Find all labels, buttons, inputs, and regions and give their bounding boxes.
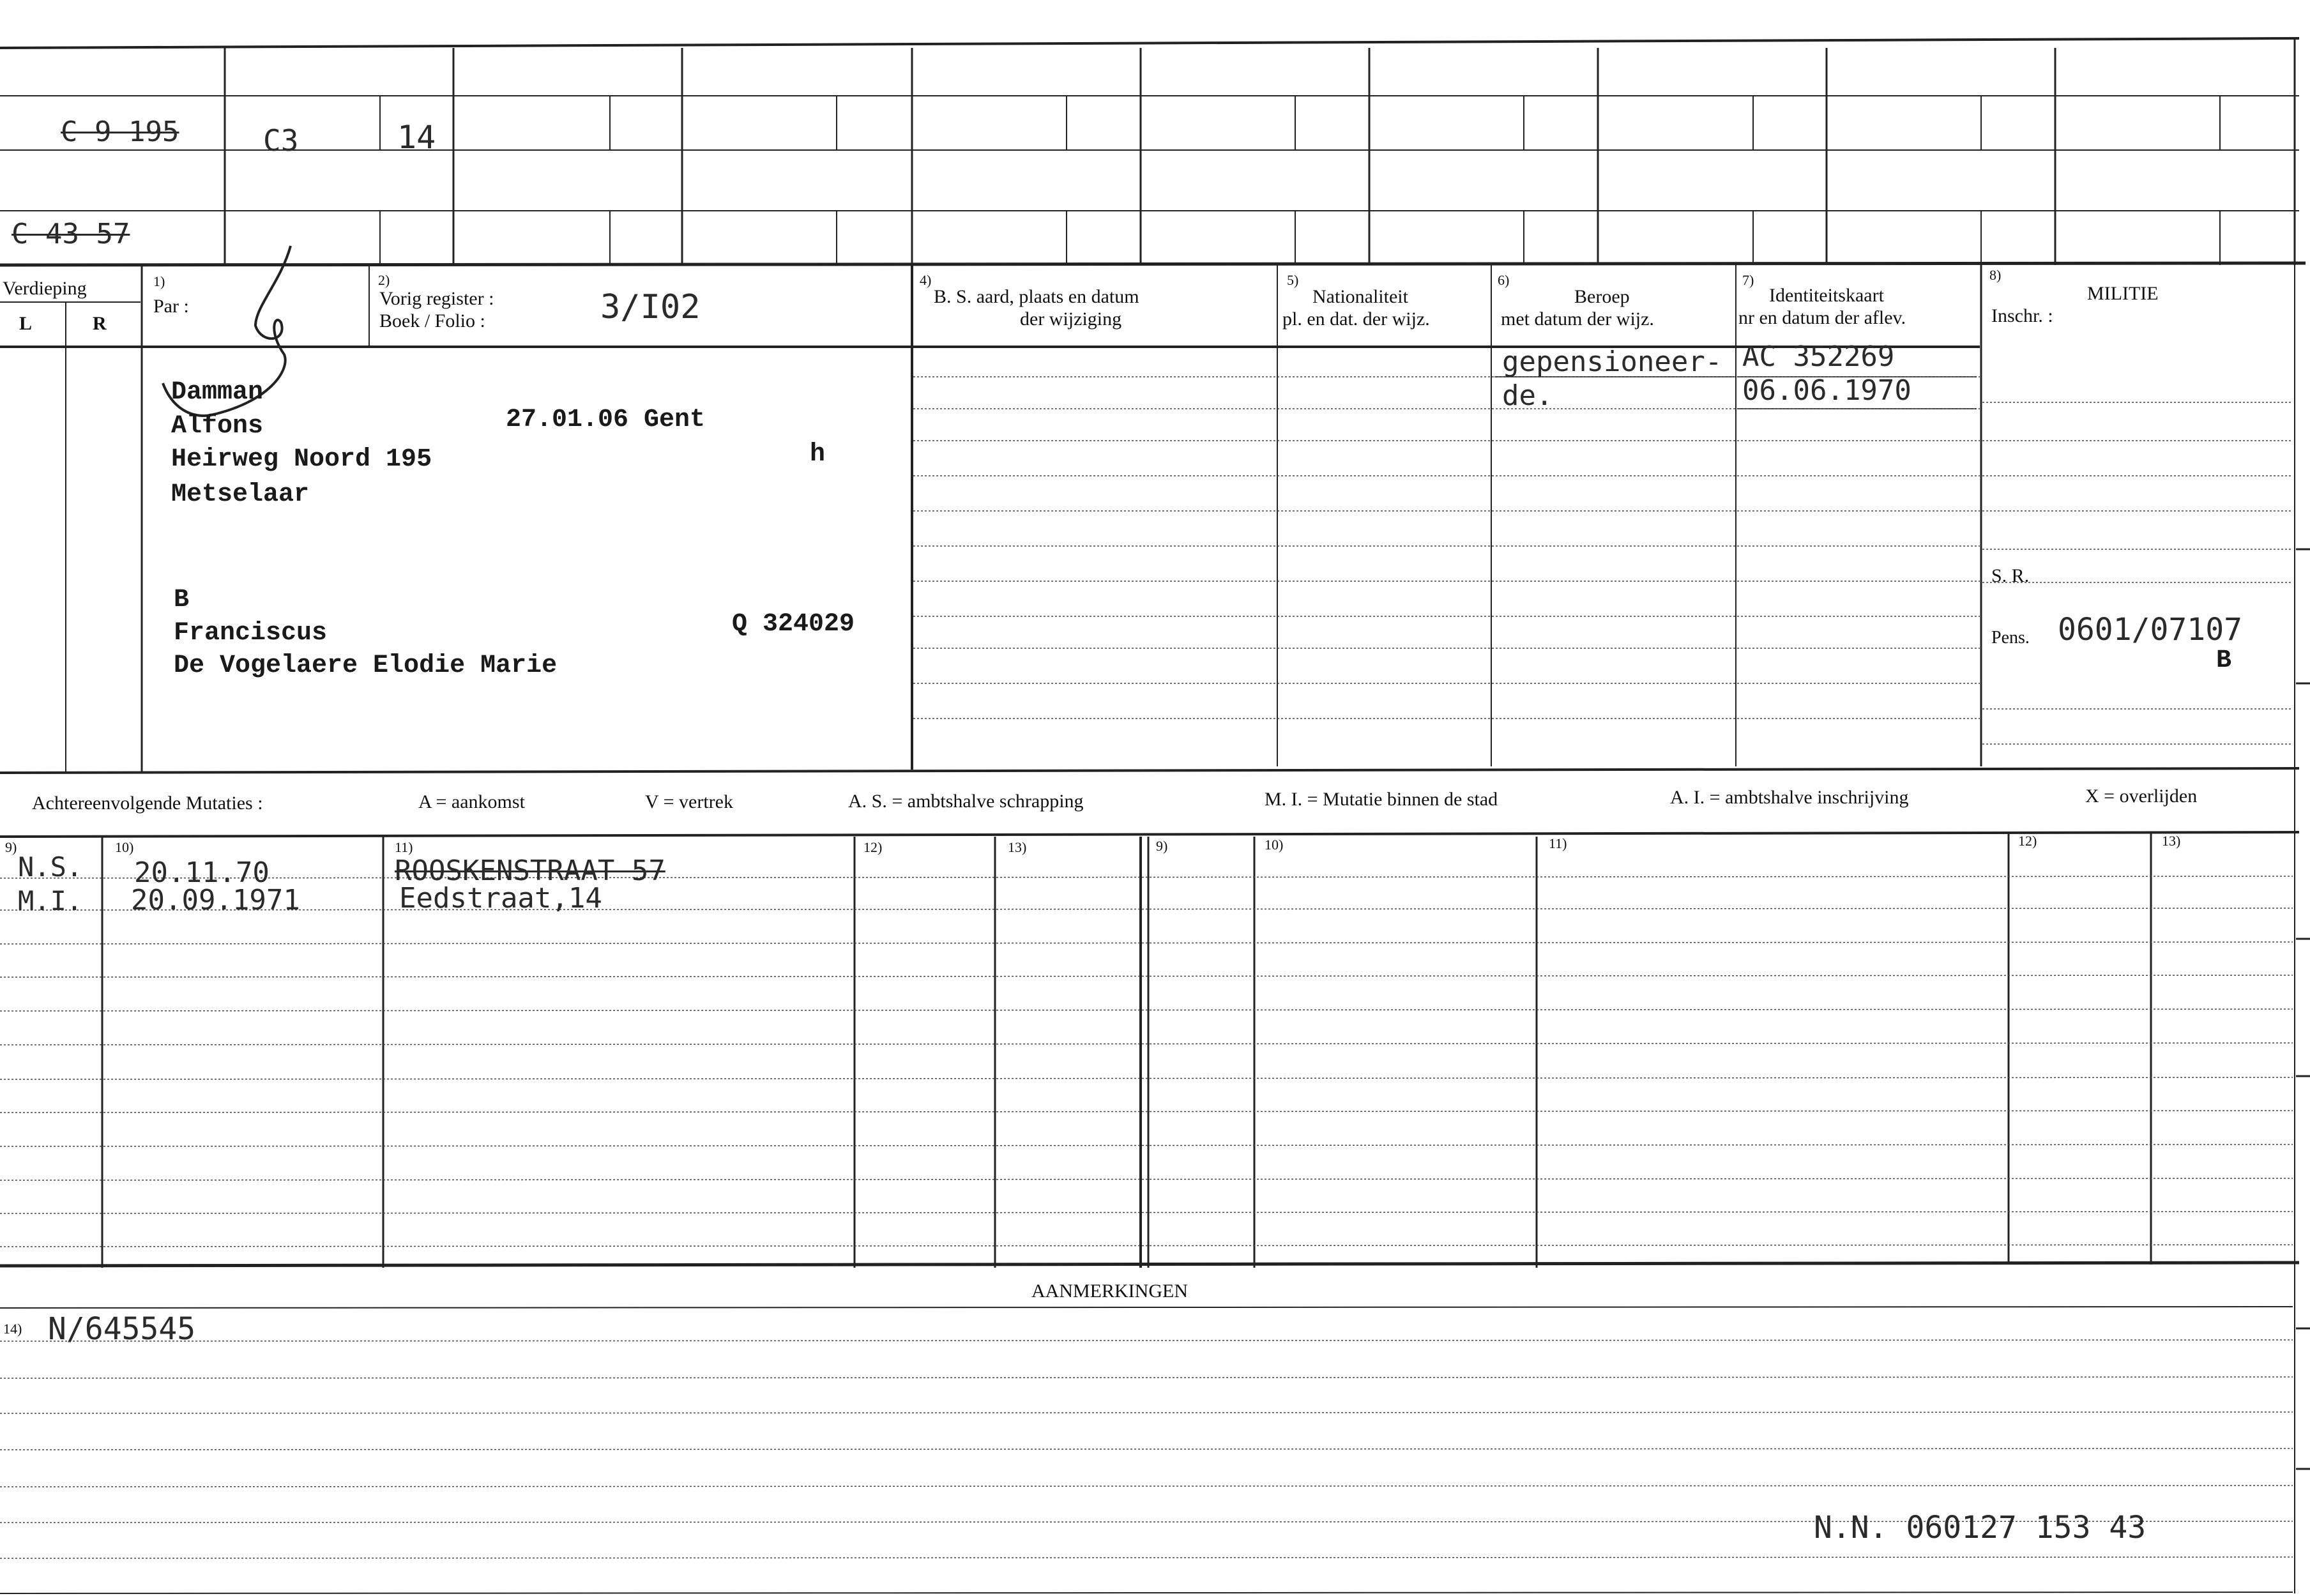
bs-label-1: B. S. aard, plaats en datum <box>934 286 1139 307</box>
firstname: Alfons <box>171 412 264 441</box>
occupation: Metselaar <box>171 480 310 509</box>
inschr-label: Inschr. : <box>1991 305 2053 326</box>
note-1: 1) <box>153 273 165 289</box>
remarks-title: AANMERKINGEN <box>1031 1281 1188 1302</box>
legend-title: Achtereenvolgende Mutaties : <box>32 793 263 814</box>
par-label: Par : <box>153 296 189 317</box>
mut-col-13-left: 13) <box>1008 839 1027 855</box>
id-label-2: nr en datum der aflev. <box>1738 307 1906 328</box>
bs-label-2: der wijziging <box>1020 308 1122 330</box>
mut-col-11-left: 11) <box>395 839 413 855</box>
beroep-entry-2: de. <box>1502 379 1553 412</box>
top-code: C3 <box>263 123 299 158</box>
legend-item-x: X = overlijden <box>2085 786 2198 807</box>
mut-col-11-right: 11) <box>1549 835 1567 851</box>
note-5: 5) <box>1287 272 1299 288</box>
surname: Damman <box>171 378 264 407</box>
note-4: 4) <box>920 272 932 288</box>
beroep-entry-1: gepensioneer- <box>1502 346 1722 378</box>
sr-label: S. R. <box>1991 565 2030 586</box>
legend-item-v: V = vertrek <box>645 791 733 812</box>
legend-item-mi: M. I. = Mutatie binnen de stad <box>1265 789 1498 810</box>
beroep-label-1: Beroep <box>1574 286 1630 307</box>
beroep-label-2: met datum der wijz. <box>1501 308 1654 330</box>
register-value: 3/I02 <box>600 288 701 326</box>
id-card-date: 06.06.1970 <box>1742 374 1911 407</box>
pens-label: Pens. <box>1991 628 2030 648</box>
vorig-register-label: Vorig register : <box>379 288 494 309</box>
address: Heirweg Noord 195 <box>171 445 432 474</box>
national-number: N.N. 060127 153 43 <box>1814 1510 2147 1546</box>
spouse-fullname: De Vogelaere Elodie Marie <box>174 651 558 680</box>
col-r-label: R <box>93 313 107 334</box>
pens-code: B <box>2216 646 2232 675</box>
sex: h <box>810 440 826 469</box>
mutation-2-code: M.I. <box>18 885 83 916</box>
mutation-1-address: ROOSKENSTRAAT 57 <box>395 855 665 887</box>
mut-col-12-right: 12) <box>2018 833 2037 849</box>
mut-col-12-left: 12) <box>863 839 883 855</box>
spouse-initial: B <box>174 586 190 614</box>
note-14: 14) <box>3 1321 22 1337</box>
mutation-1-code: N.S. <box>18 851 83 883</box>
id-label-1: Identiteitskaart <box>1769 285 1884 306</box>
boek-folio-label: Boek / Folio : <box>379 310 485 331</box>
legend-item-a: A = aankomst <box>418 791 525 812</box>
note-6: 6) <box>1498 272 1510 288</box>
birth-date-place: 27.01.06 Gent <box>506 406 706 434</box>
col-l-label: L <box>19 313 33 334</box>
note-8: 8) <box>1989 267 2002 283</box>
mutation-2-date: 20.09.1971 <box>131 884 300 916</box>
note-2: 2) <box>378 272 390 288</box>
verdieping-label: Verdieping <box>3 278 87 299</box>
id-card-number: AC 352269 <box>1742 340 1895 373</box>
nat-label-2: pl. en dat. der wijz. <box>1282 308 1430 330</box>
spouse-code: Q 324029 <box>732 610 855 639</box>
mut-col-9-left: 9) <box>5 839 17 855</box>
spouse-firstname: Franciscus <box>174 619 328 648</box>
legend-item-as: A. S. = ambtshalve schrapping <box>848 791 1084 812</box>
legend-item-ai: A. I. = ambtshalve inschrijving <box>1670 787 1909 808</box>
nat-label-1: Nationaliteit <box>1312 286 1408 307</box>
pens-value: 0601/07107 <box>2058 612 2242 648</box>
mutation-1-date: 20.11.70 <box>134 856 270 889</box>
mut-col-13-right: 13) <box>2162 833 2181 849</box>
mut-col-10-right: 10) <box>1265 837 1284 853</box>
militie-label: MILITIE <box>2087 283 2159 304</box>
top-num: 14 <box>397 119 436 156</box>
note-7: 7) <box>1742 272 1754 288</box>
top-ref-1: C 9 195 <box>61 116 179 148</box>
mutation-2-address: Eedstraat,14 <box>399 882 602 915</box>
mut-col-9-right: 9) <box>1156 838 1168 854</box>
mut-col-10-left: 10) <box>115 839 134 855</box>
remarks-value: N/645545 <box>48 1311 196 1347</box>
top-ref-2: C 43 57 <box>11 218 130 250</box>
